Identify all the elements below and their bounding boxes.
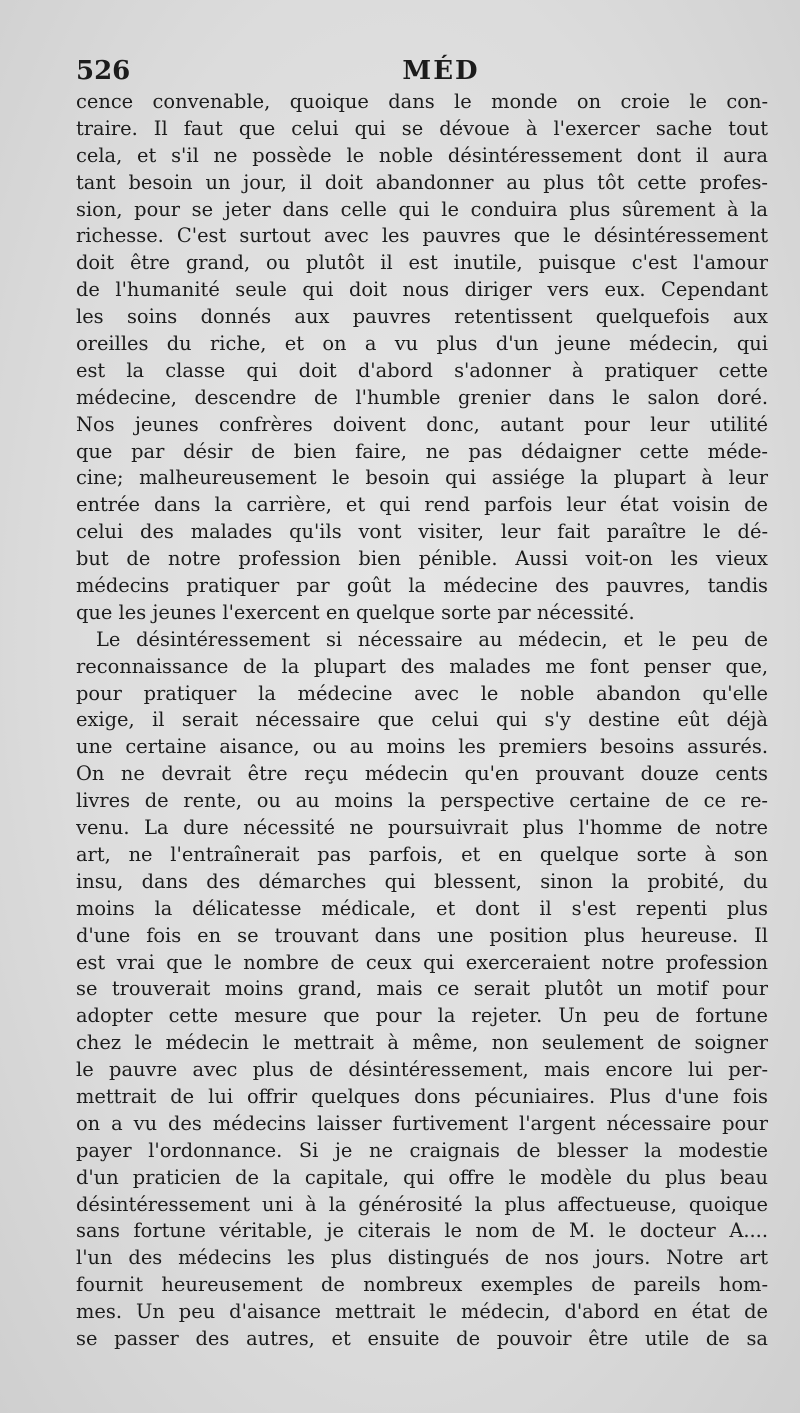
text-line: chez le médecin le mettrait à même, non seulement de soigner: [76, 1031, 768, 1055]
text-line: adopter cette mesure que pour la rejeter. Un peu de fortune: [76, 1004, 768, 1028]
text-line: d'une fois en se trouvant dans une position plus heureuse. Il: [76, 923, 768, 947]
text-line: livres de rente, ou au moins la perspective certaine de ce re-: [76, 789, 768, 813]
text-line: une certaine aisance, ou au moins les premiers besoins assurés.: [76, 735, 768, 759]
text-line: exige, il serait nécessaire que celui qui s'y destine eût déjà: [76, 708, 768, 732]
text-line: reconnaissance de la plupart des malades me font penser que,: [76, 654, 768, 678]
text-line: que par désir de bien faire, ne pas dédaigner cette méde-: [76, 439, 768, 463]
text-line: médecine, descendre de l'humble grenier dans le salon doré.: [76, 385, 768, 409]
running-head: [76, 56, 766, 92]
text-line: désintéressement uni à la générosité la plus affectueuse, quoique: [76, 1192, 768, 1216]
text-line: pour pratiquer la médecine avec le noble abandon qu'elle: [76, 681, 768, 705]
text-line: traire. Il faut que celui qui se dévoue à l'exercer sache tout: [76, 116, 768, 140]
text-line: fournit heureusement de nombreux exemples de pareils hom-: [76, 1273, 768, 1297]
text-body: [76, 89, 768, 1353]
paragraph-end-line: que les jeunes l'exercent en quelque sorte par nécessité.: [76, 600, 635, 624]
text-line: sans fortune véritable, je citerais le nom de M. le docteur A....: [76, 1219, 768, 1243]
text-line: est vrai que le nombre de ceux qui exerceraient notre profession: [76, 950, 768, 974]
text-line: Nos jeunes confrères doivent donc, autant pour leur utilité: [76, 412, 768, 436]
text-line: se passer des autres, et ensuite de pouvoir être utile de sa: [76, 1326, 768, 1350]
text-line: venu. La dure nécessité ne poursuivrait plus l'homme de notre: [76, 816, 768, 840]
text-line: doit être grand, ou plutôt il est inutile, puisque c'est l'amour: [76, 251, 768, 275]
text-line: art, ne l'entraînerait pas parfois, et en quelque sorte à son: [76, 842, 768, 866]
text-line: entrée dans la carrière, et qui rend parfois leur état voisin de: [76, 493, 768, 517]
text-line: payer l'ordonnance. Si je ne craignais de blesser la modestie: [76, 1138, 768, 1162]
text-line: sion, pour se jeter dans celle qui le conduira plus sûrement à la: [76, 197, 768, 221]
text-line: mes. Un peu d'aisance mettrait le médecin, d'abord en état de: [76, 1300, 768, 1324]
running-title: MÉD: [402, 56, 480, 86]
text-line: oreilles du riche, et on a vu plus d'un jeune médecin, qui: [76, 332, 768, 356]
text-line: le pauvre avec plus de désintéressement, mais encore lui per-: [76, 1058, 768, 1082]
text-line: cine; malheureusement le besoin qui assiége la plupart à leur: [76, 466, 768, 490]
text-line: tant besoin un jour, il doit abandonner au plus tôt cette profes-: [76, 170, 768, 194]
page-number: 526: [76, 56, 131, 86]
text-line: se trouverait moins grand, mais ce serait plutôt un motif pour: [76, 977, 768, 1001]
text-line: cela, et s'il ne possède le noble désintéressement dont il aura: [76, 143, 768, 167]
text-line: on a vu des médecins laisser furtivement l'argent nécessaire pour: [76, 1111, 768, 1135]
text-line: de l'humanité seule qui doit nous diriger vers eux. Cependant: [76, 278, 768, 302]
text-line: but de notre profession bien pénible. Aussi voit-on les vieux: [76, 547, 768, 571]
text-line: d'un praticien de la capitale, qui offre le modèle du plus beau: [76, 1165, 768, 1189]
paragraph-start-line: Le désintéressement si nécessaire au médecin, et le peu de: [96, 627, 768, 651]
text-line: insu, dans des démarches qui blessent, sinon la probité, du: [76, 869, 768, 893]
text-line: moins la délicatesse médicale, et dont il s'est repenti plus: [76, 896, 768, 920]
text-line: l'un des médecins les plus distingués de nos jours. Notre art: [76, 1246, 768, 1270]
text-line: est la classe qui doit d'abord s'adonner à pratiquer cette: [76, 358, 768, 382]
text-line: médecins pratiquer par goût la médecine des pauvres, tandis: [76, 574, 768, 598]
text-line: celui des malades qu'ils vont visiter, leur fait paraître le dé-: [76, 520, 768, 544]
text-line: mettrait de lui offrir quelques dons pécuniaires. Plus d'une fois: [76, 1084, 768, 1108]
text-line: richesse. C'est surtout avec les pauvres que le désintéressement: [76, 224, 768, 248]
text-line: les soins donnés aux pauvres retentissent quelquefois aux: [76, 305, 768, 329]
text-line: On ne devrait être reçu médecin qu'en prouvant douze cents: [76, 762, 768, 786]
text-line: cence convenable, quoique dans le monde on croie le con-: [76, 90, 768, 113]
